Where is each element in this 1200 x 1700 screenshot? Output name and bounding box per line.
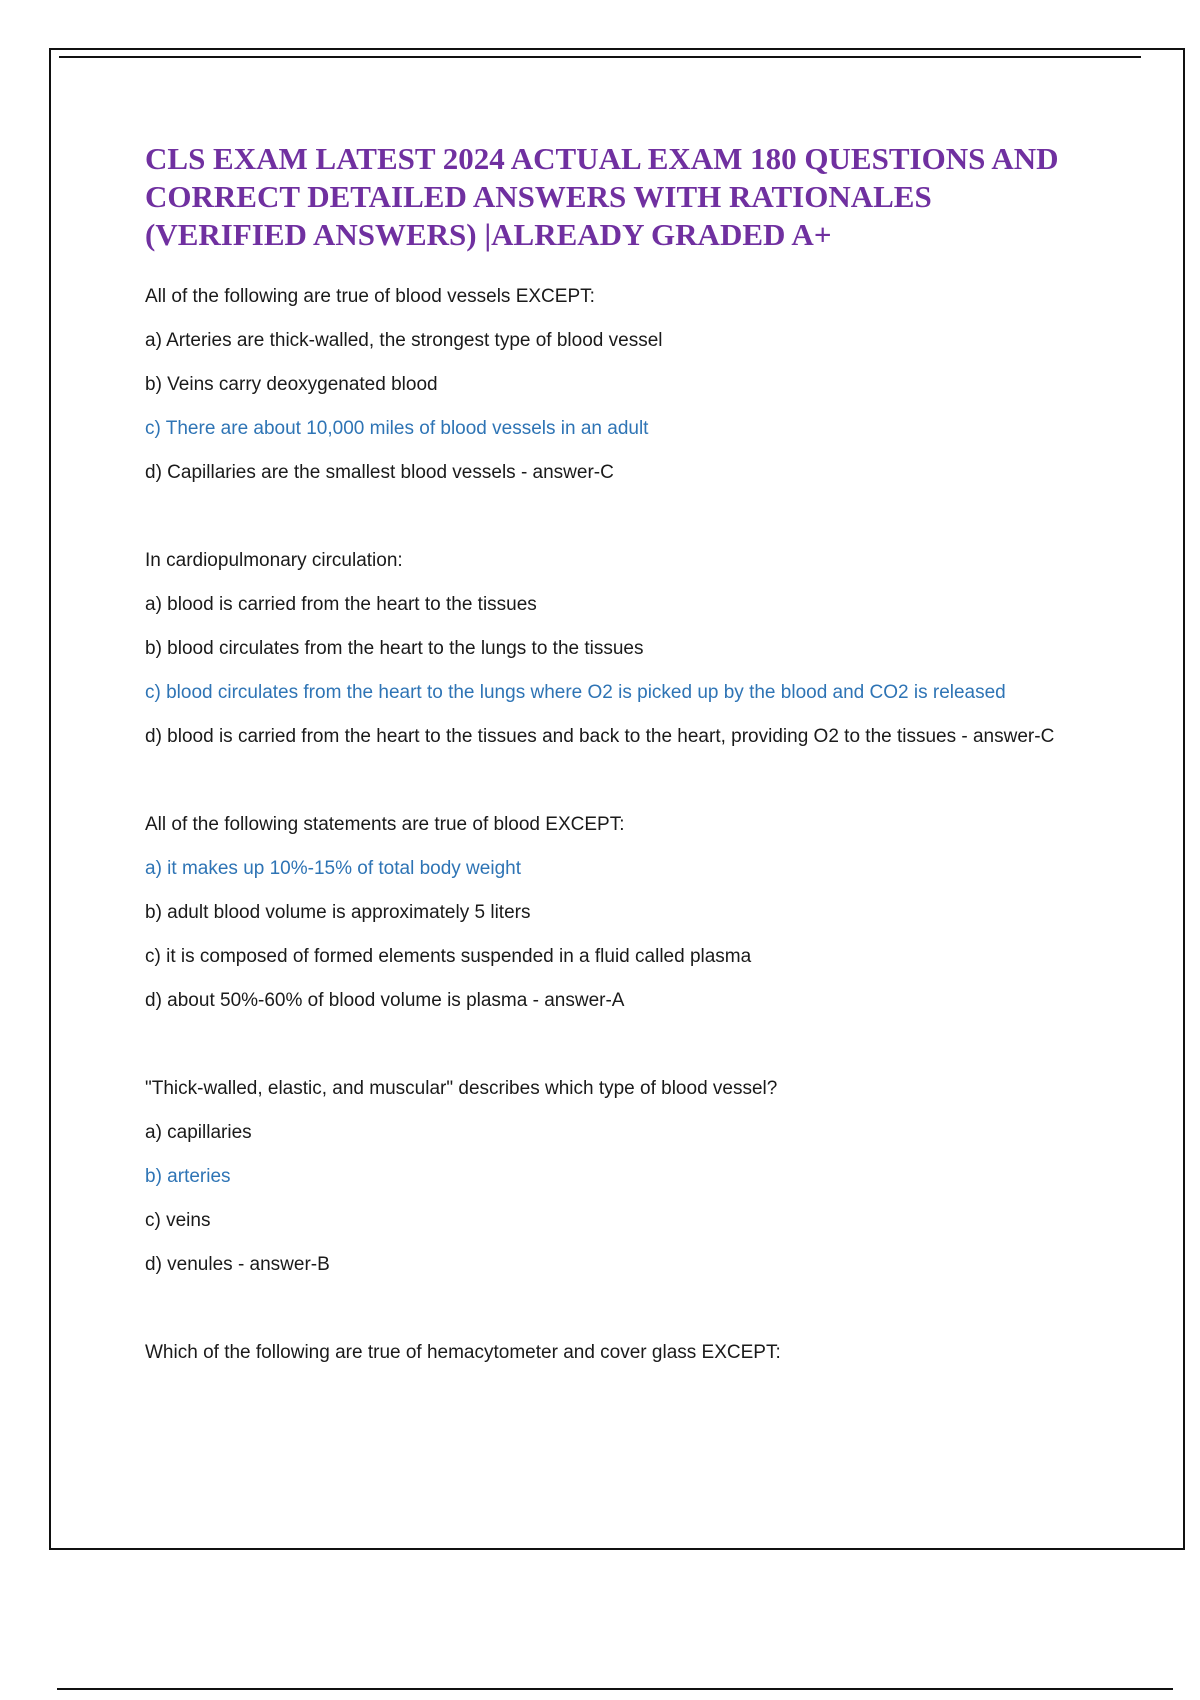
answer-option: a) Arteries are thick-walled, the strongest type of blood vessel: [145, 330, 663, 351]
answer-option: b) Veins carry deoxygenated blood: [145, 374, 438, 395]
page-content: [145, 140, 1075, 1382]
answer-option: b) adult blood volume is approximately 5 liters: [145, 902, 531, 923]
question-block: [145, 282, 1075, 487]
answer-option: c) veins: [145, 1210, 211, 1231]
question-text: All of the following statements are true of blood EXCEPT:: [145, 814, 625, 835]
question-text: All of the following are true of blood vessels EXCEPT:: [145, 286, 595, 307]
answer-option: d) venules - answer-B: [145, 1254, 330, 1275]
document-title: CLS EXAM LATEST 2024 ACTUAL EXAM 180 QUESTIONS AND CORRECT DETAILED ANSWERS WITH RATIONALES (VERIFIED ANSWERS) |ALREADY GRADED A+: [145, 141, 1059, 252]
question-spacer: [145, 502, 1075, 546]
question-text: In cardiopulmonary circulation:: [145, 550, 403, 571]
answer-option: a) blood is carried from the heart to the tissues: [145, 594, 537, 615]
answer-option: b) blood circulates from the heart to the lungs to the tissues: [145, 638, 644, 659]
question-block: [145, 546, 1075, 751]
question-spacer: [145, 766, 1075, 810]
correct-option: a) it makes up 10%-15% of total body weight: [145, 858, 521, 879]
question-spacer: [145, 1030, 1075, 1074]
answer-option: c) it is composed of formed elements suspended in a fluid called plasma: [145, 946, 752, 967]
answer-option: d) about 50%-60% of blood volume is plasma - answer-A: [145, 990, 625, 1011]
answer-option: a) capillaries: [145, 1122, 252, 1143]
question-text: "Thick-walled, elastic, and muscular" describes which type of blood vessel?: [145, 1078, 778, 1099]
correct-option: c) blood circulates from the heart to the lungs where O2 is picked up by the blood and CO2 is released: [145, 682, 1006, 703]
correct-option: c) There are about 10,000 miles of blood vessels in an adult: [145, 418, 649, 439]
question-list: [145, 282, 1075, 1367]
answer-option: d) Capillaries are the smallest blood vessels - answer-C: [145, 462, 614, 483]
answer-option: d) blood is carried from the heart to the tissues and back to the heart, providing O2 to the tissues - answer-C: [145, 726, 1055, 747]
question-block: [145, 1338, 1075, 1367]
option-list: [145, 1118, 1075, 1279]
option-list: [145, 326, 1075, 487]
question-block: [145, 810, 1075, 1015]
question-spacer: [145, 1294, 1075, 1338]
top-rule: [59, 56, 1141, 58]
bottom-rule: [57, 1688, 1173, 1690]
option-list: [145, 590, 1075, 751]
question-block: [145, 1074, 1075, 1279]
option-list: [145, 854, 1075, 1015]
question-text: Which of the following are true of hemacytometer and cover glass EXCEPT:: [145, 1342, 781, 1363]
correct-option: b) arteries: [145, 1166, 231, 1187]
